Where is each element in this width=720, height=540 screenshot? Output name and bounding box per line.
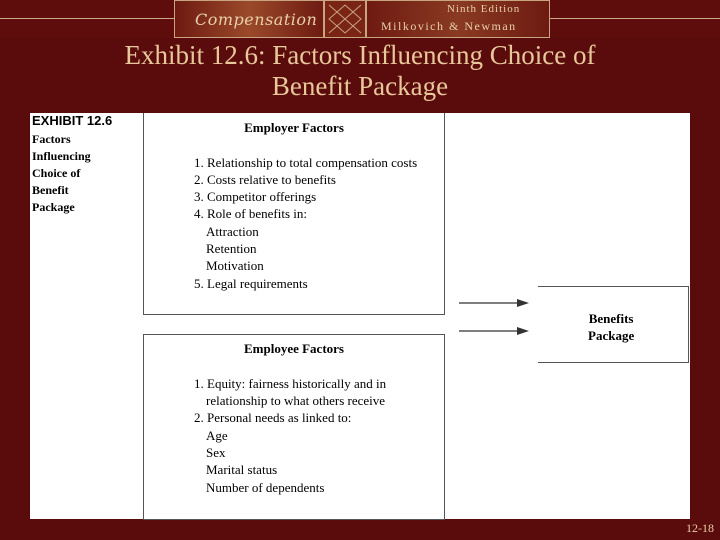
arrow-right-icon bbox=[459, 327, 529, 335]
book-title-banner bbox=[174, 0, 324, 38]
employer-subfactor: Retention bbox=[206, 241, 257, 256]
page-number: 12-18 bbox=[686, 521, 714, 535]
employer-factor: 2. Costs relative to benefits bbox=[194, 172, 336, 187]
ornament-icon bbox=[324, 0, 366, 38]
slide-title-line-2: Benefit Package bbox=[271, 71, 449, 101]
employer-factor: 3. Competitor offerings bbox=[194, 189, 317, 204]
employee-subfactor: Number of dependents bbox=[206, 480, 325, 495]
exhibit-caption: Factors Influencing Choice of Benefit Package bbox=[32, 132, 91, 214]
employee-subfactor: Sex bbox=[206, 445, 226, 460]
employee-subfactor: Marital status bbox=[206, 462, 278, 477]
employee-factor: 1. Equity: fairness historically and in bbox=[194, 376, 387, 391]
employee-factors-title: Employee Factors bbox=[243, 341, 344, 356]
arrows-graphic bbox=[455, 293, 535, 343]
employer-subfactor: Attraction bbox=[206, 224, 259, 239]
arrow-right-icon bbox=[459, 299, 529, 307]
slide-title-line-1: Exhibit 12.6: Factors Influencing Choice of bbox=[124, 40, 596, 70]
exhibit-number: EXHIBIT 12.6 bbox=[32, 113, 113, 128]
employee-factors-box bbox=[143, 334, 445, 520]
author-banner bbox=[366, 0, 550, 38]
employer-subfactor: Motivation bbox=[206, 258, 264, 273]
employer-factor: 1. Relationship to total compensation costs bbox=[194, 155, 418, 170]
header-bar bbox=[0, 0, 720, 38]
employer-factors-title: Employer Factors bbox=[244, 120, 344, 135]
benefits-package-box bbox=[538, 286, 689, 363]
book-title: Compensation bbox=[195, 10, 318, 29]
employer-factor: 4. Role of benefits in: bbox=[194, 206, 308, 221]
authors-label: Milkovich & Newman bbox=[381, 19, 517, 33]
employer-factor: 5. Legal requirements bbox=[194, 276, 308, 291]
edition-label: Ninth Edition bbox=[447, 3, 521, 15]
employee-factor: 2. Personal needs as linked to: bbox=[194, 410, 352, 425]
slide-title bbox=[30, 40, 690, 102]
employee-factor-continued: relationship to what others receive bbox=[206, 393, 386, 408]
benefits-package-label: Benefits Package bbox=[588, 311, 635, 343]
employer-factors-box bbox=[143, 113, 445, 315]
header-rule-right bbox=[550, 18, 720, 19]
header-rule-left bbox=[0, 18, 174, 19]
exhibit-panel bbox=[30, 113, 690, 519]
employee-subfactor: Age bbox=[206, 428, 228, 443]
